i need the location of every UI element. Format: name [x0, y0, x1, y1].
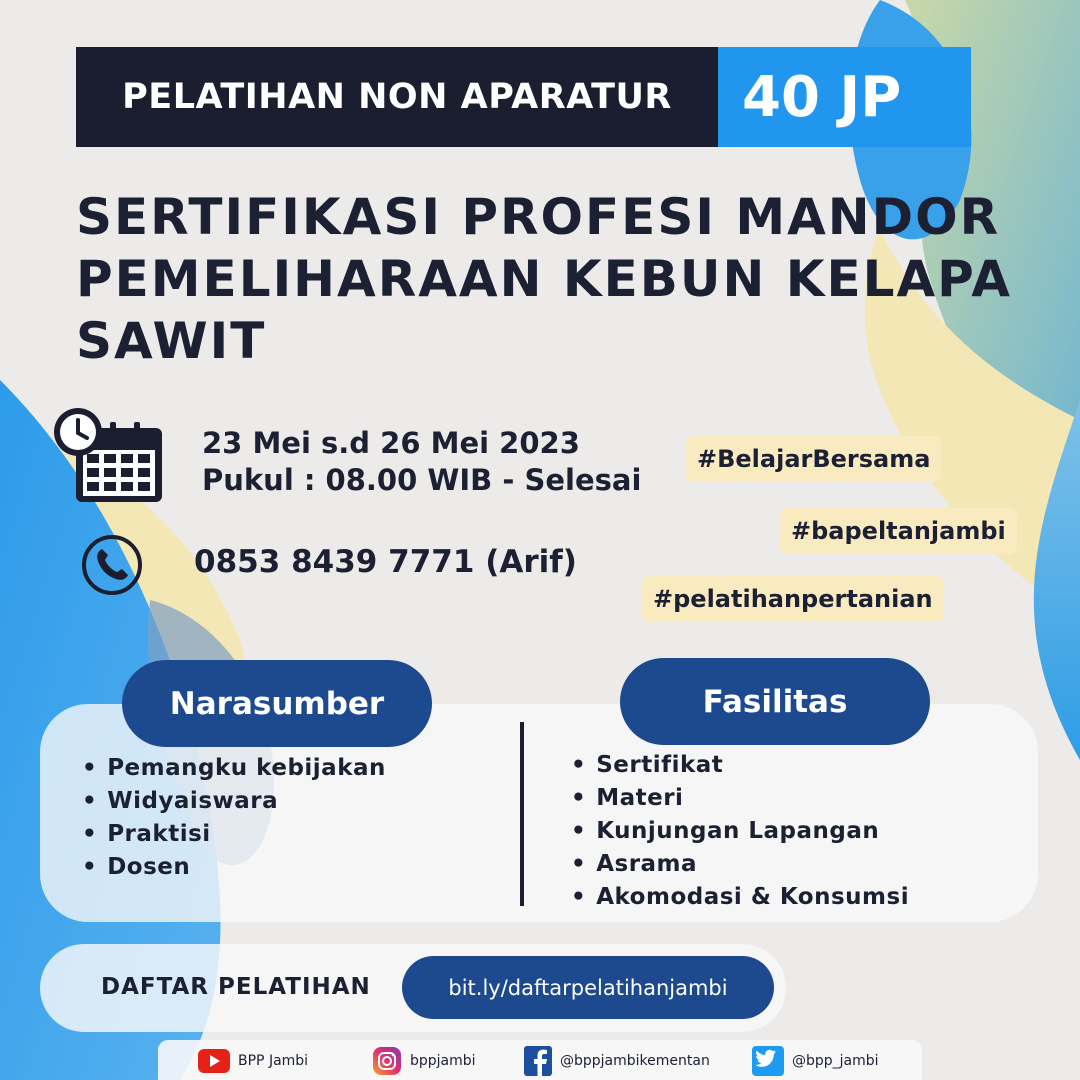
- list-item: • Kunjungan Lapangan: [571, 815, 909, 848]
- list-item: • Asrama: [571, 848, 909, 881]
- hashtag-pelatihanpertanian: #pelatihanpertanian: [642, 576, 944, 622]
- event-date: 23 Mei s.d 26 Mei 2023: [202, 426, 580, 460]
- list-item: • Materi: [571, 782, 909, 815]
- contact-phone: 0853 8439 7771 (Arif): [194, 544, 577, 580]
- list-item: • Widyaiswara: [82, 785, 386, 818]
- title-line-1: SERTIFIKASI PROFESI MANDOR: [76, 188, 1001, 246]
- title-line-2: PEMELIHARAAN KEBUN KELAPA: [76, 250, 1012, 308]
- hashtag-belajarbersama: #BelajarBersama: [686, 436, 941, 482]
- narasumber-heading: Narasumber: [122, 660, 432, 747]
- list-item: • Praktisi: [82, 818, 386, 851]
- list-item: • Akomodasi & Konsumsi: [571, 881, 909, 914]
- column-divider: [520, 722, 524, 906]
- facebook-icon: [524, 1046, 552, 1076]
- narasumber-list: [82, 752, 386, 884]
- social-youtube-label: BPP Jambi: [238, 1053, 309, 1069]
- social-instagram[interactable]: [372, 1046, 476, 1076]
- hours-badge: 40 JP: [718, 47, 971, 147]
- list-item: • Sertifikat: [571, 749, 909, 782]
- hashtag-bapeltanjambi: #bapeltanjambi: [780, 508, 1017, 554]
- title-line-3: SAWIT: [76, 312, 267, 370]
- youtube-icon: [198, 1049, 230, 1073]
- twitter-icon: [752, 1046, 784, 1076]
- social-twitter-label: @bpp_jambi: [792, 1053, 879, 1069]
- fasilitas-heading: Fasilitas: [620, 658, 930, 745]
- social-youtube[interactable]: [198, 1046, 308, 1076]
- list-item: • Pemangku kebijakan: [82, 752, 386, 785]
- fasilitas-list: [571, 749, 909, 914]
- page-title: [76, 186, 1066, 372]
- social-twitter[interactable]: [752, 1046, 879, 1076]
- calendar-clock-icon: [52, 406, 164, 506]
- category-banner: PELATIHAN NON APARATUR: [76, 47, 718, 147]
- event-time: Pukul : 08.00 WIB - Selesai: [202, 463, 642, 497]
- social-instagram-label: bppjambi: [410, 1053, 476, 1069]
- register-link-button[interactable]: bit.ly/daftarpelatihanjambi: [402, 956, 774, 1019]
- social-facebook-label: @bppjambikementan: [560, 1053, 710, 1069]
- phone-icon: [80, 533, 144, 597]
- list-item: • Dosen: [82, 851, 386, 884]
- social-facebook[interactable]: [524, 1046, 710, 1076]
- register-label: DAFTAR PELATIHAN: [101, 974, 371, 1000]
- instagram-icon: [372, 1046, 402, 1076]
